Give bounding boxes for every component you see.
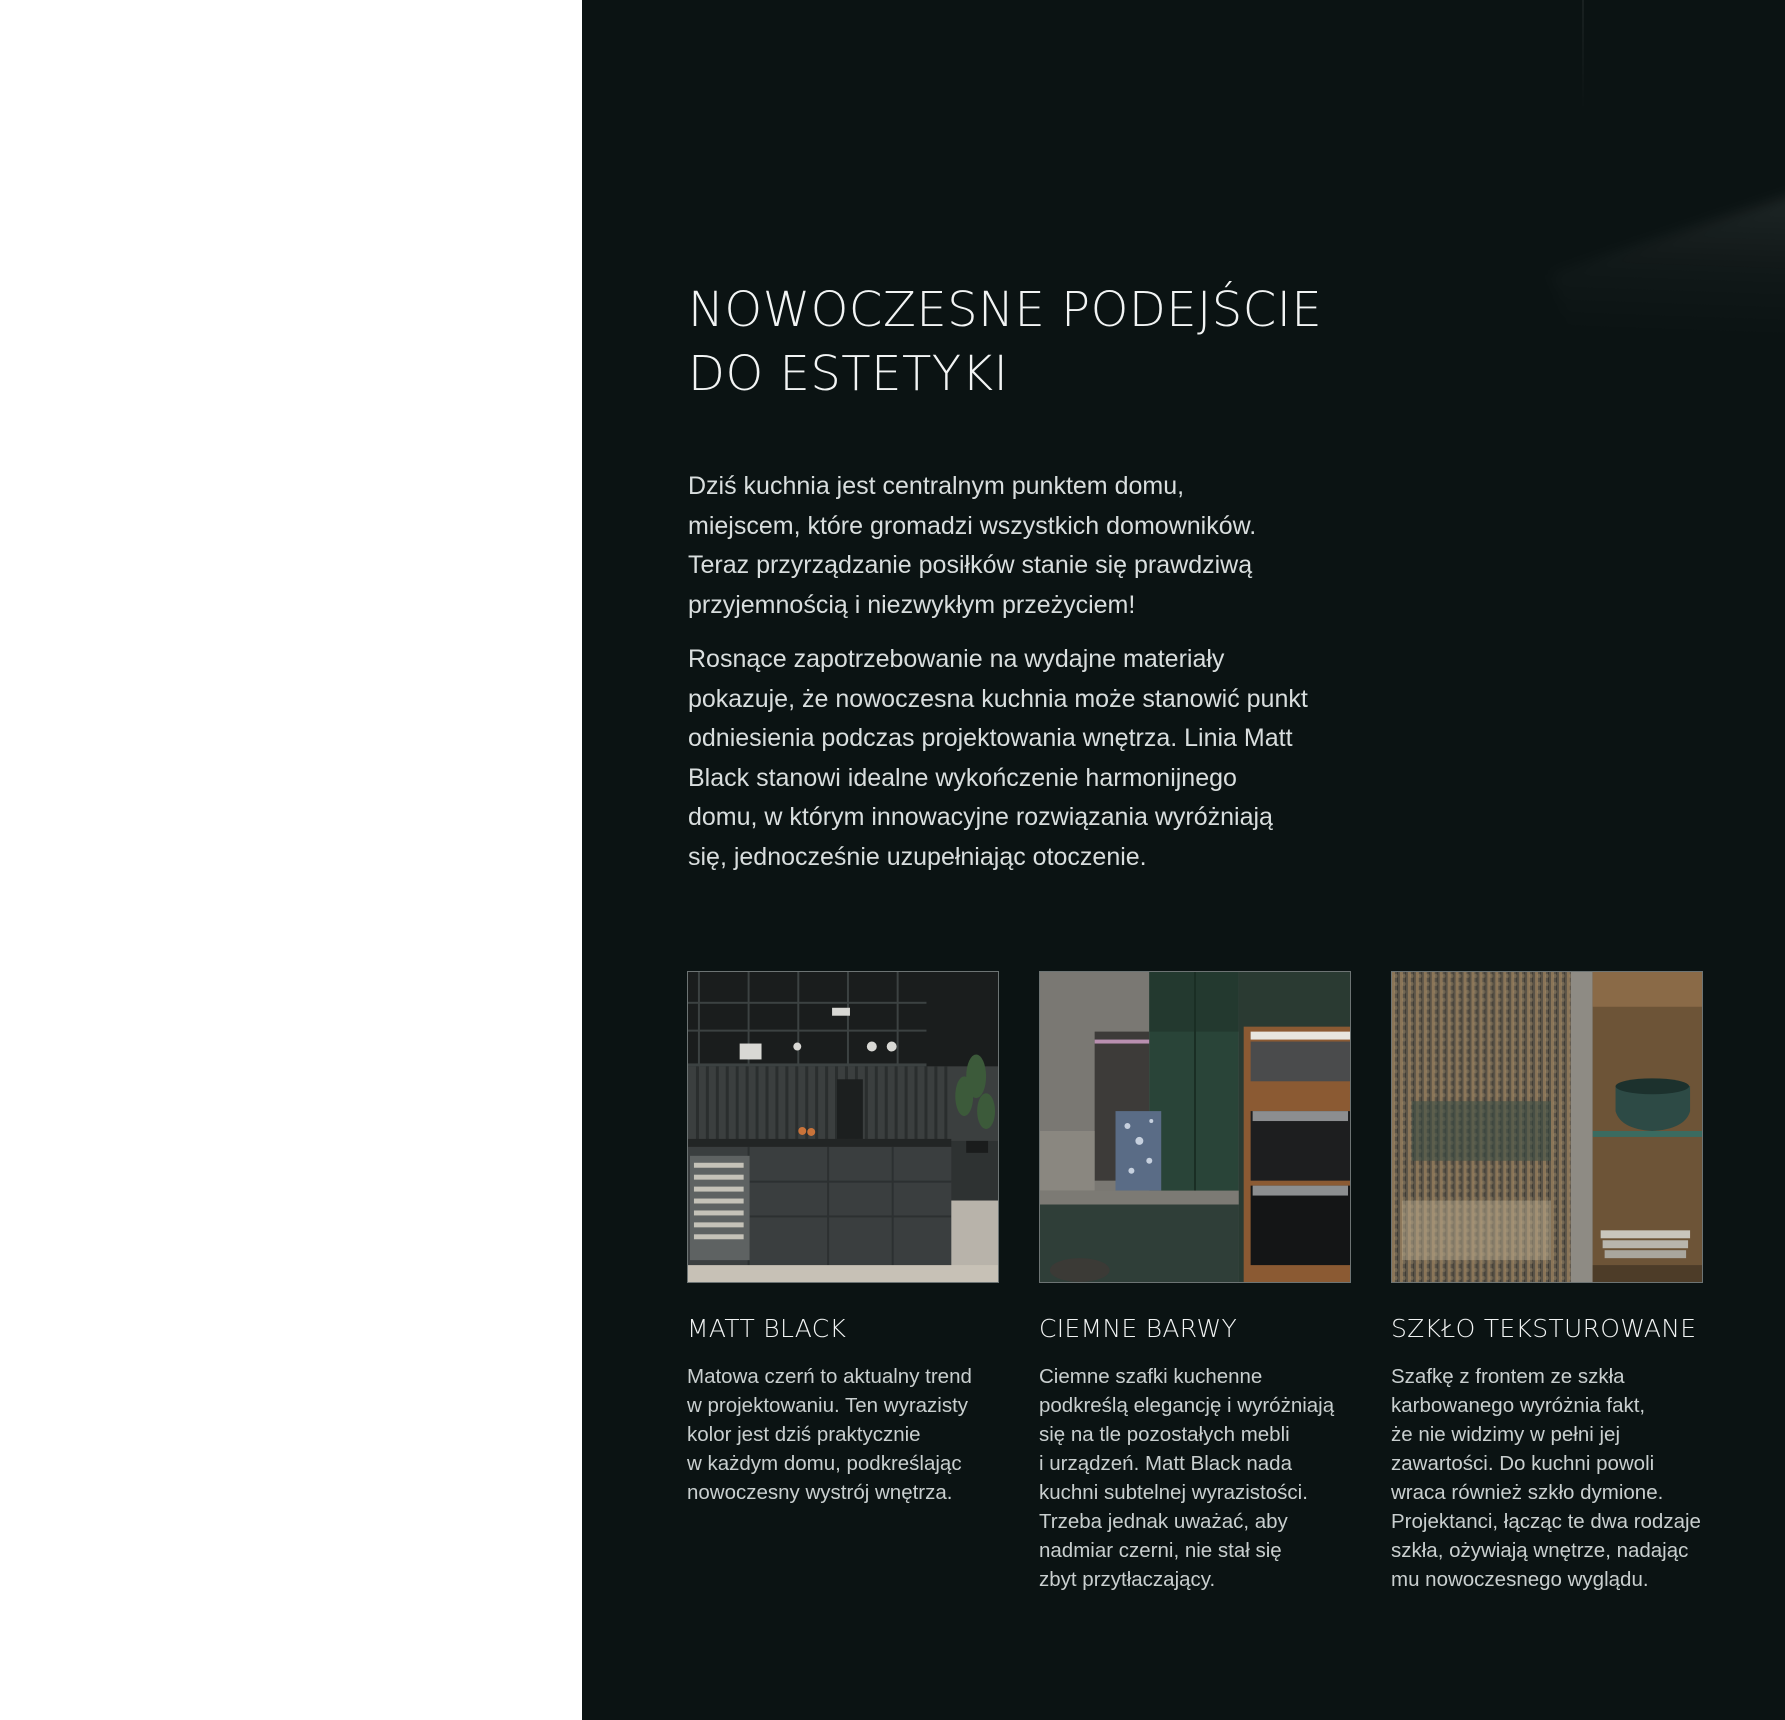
textured-glass-cabinet-photo: [1391, 971, 1703, 1283]
card-text-line: się na tle pozostałych mebli: [1039, 1423, 1290, 1446]
intro-line: odniesienia podczas projektowania wnętrza. Linia Matt: [688, 724, 1293, 752]
card-text-line: wraca również szkło dymione.: [1391, 1481, 1664, 1504]
card-text-line: że nie widzimy w pełni jej: [1391, 1423, 1621, 1446]
intro-line: się, jednocześnie uzupełniając otoczenie.: [688, 842, 1147, 871]
card-title-matt-black: MATT BLACK: [687, 1314, 847, 1343]
intro-line: pokazuje, że nowoczesna kuchnia może stanowić punkt: [688, 684, 1308, 713]
matt-black-kitchen-photo: [687, 971, 999, 1283]
page-title: [688, 278, 1322, 406]
blank-left-page: [0, 0, 582, 1720]
card-text-line: zbyt przytłaczający.: [1039, 1568, 1216, 1591]
card-text-line: zawartości. Do kuchni powoli: [1391, 1452, 1655, 1475]
light-line-decoration: [1582, 0, 1584, 110]
card-text-line: nadmiar czerni, nie stał się: [1039, 1539, 1282, 1562]
card-title-dark-colors: CIEMNE BARWY: [1039, 1314, 1238, 1343]
intro-paragraph-1: [688, 467, 1328, 625]
page-title-line-1: NOWOCZESNE PODEJŚCIE: [688, 282, 1323, 338]
card-text-line: Matowa czerń to aktualny trend: [687, 1365, 972, 1388]
card-text-textured-glass: [1391, 1362, 1711, 1594]
intro-line: miejscem, które gromadzi wszystkich domowników.: [688, 511, 1257, 540]
dark-green-kitchen-photo: [1039, 971, 1351, 1283]
card-text-line: w każdym domu, podkreślając: [687, 1452, 962, 1475]
card-title-textured-glass: SZKŁO TEKSTUROWANE: [1391, 1314, 1697, 1343]
card-text-line: kolor jest dziś praktycznie: [687, 1423, 921, 1446]
intro-paragraph-2: [688, 640, 1328, 877]
card-text-line: karbowanego wyróżnia fakt,: [1391, 1394, 1646, 1417]
intro-line: Teraz przyrządzanie posiłków stanie się prawdziwą: [688, 551, 1253, 579]
card-text-line: i urządzeń. Matt Black nada: [1039, 1452, 1292, 1475]
card-text-line: szkła, ożywiają wnętrze, nadając: [1391, 1539, 1689, 1562]
intro-line: Black stanowi idealne wykończenie harmonijnego: [688, 763, 1237, 792]
card-text-line: nowoczesny wystrój wnętrza.: [687, 1481, 953, 1504]
card-text-dark-colors: [1039, 1362, 1359, 1594]
card-text-line: Trzeba jednak uważać, aby: [1039, 1510, 1288, 1533]
intro-line: Rosnące zapotrzebowanie na wydajne materiały: [688, 645, 1225, 673]
card-text-line: w projektowaniu. Ten wyrazisty: [687, 1394, 969, 1417]
card-text-line: Ciemne szafki kuchenne: [1039, 1365, 1263, 1388]
card-text-line: podkreślą elegancję i wyróżniają: [1039, 1394, 1335, 1417]
page-title-line-2: DO ESTETYKI: [688, 346, 1009, 402]
card-text-line: mu nowoczesnego wyglądu.: [1391, 1568, 1649, 1591]
intro-line: przyjemnością i niezwykłym przeżyciem!: [688, 590, 1136, 619]
card-text-line: kuchni subtelnej wyrazistości.: [1039, 1481, 1308, 1504]
light-streak-decoration: [1551, 193, 1785, 397]
card-text-matt-black: [687, 1362, 1007, 1507]
intro-line: domu, w którym innowacyjne rozwiązania wyróżniają: [688, 803, 1273, 831]
card-text-line: Szafkę z frontem ze szkła: [1391, 1365, 1625, 1388]
intro-text: [688, 467, 1328, 892]
intro-line: Dziś kuchnia jest centralnym punktem domu,: [688, 472, 1185, 500]
card-text-line: Projektanci, łącząc te dwa rodzaje: [1391, 1510, 1701, 1533]
